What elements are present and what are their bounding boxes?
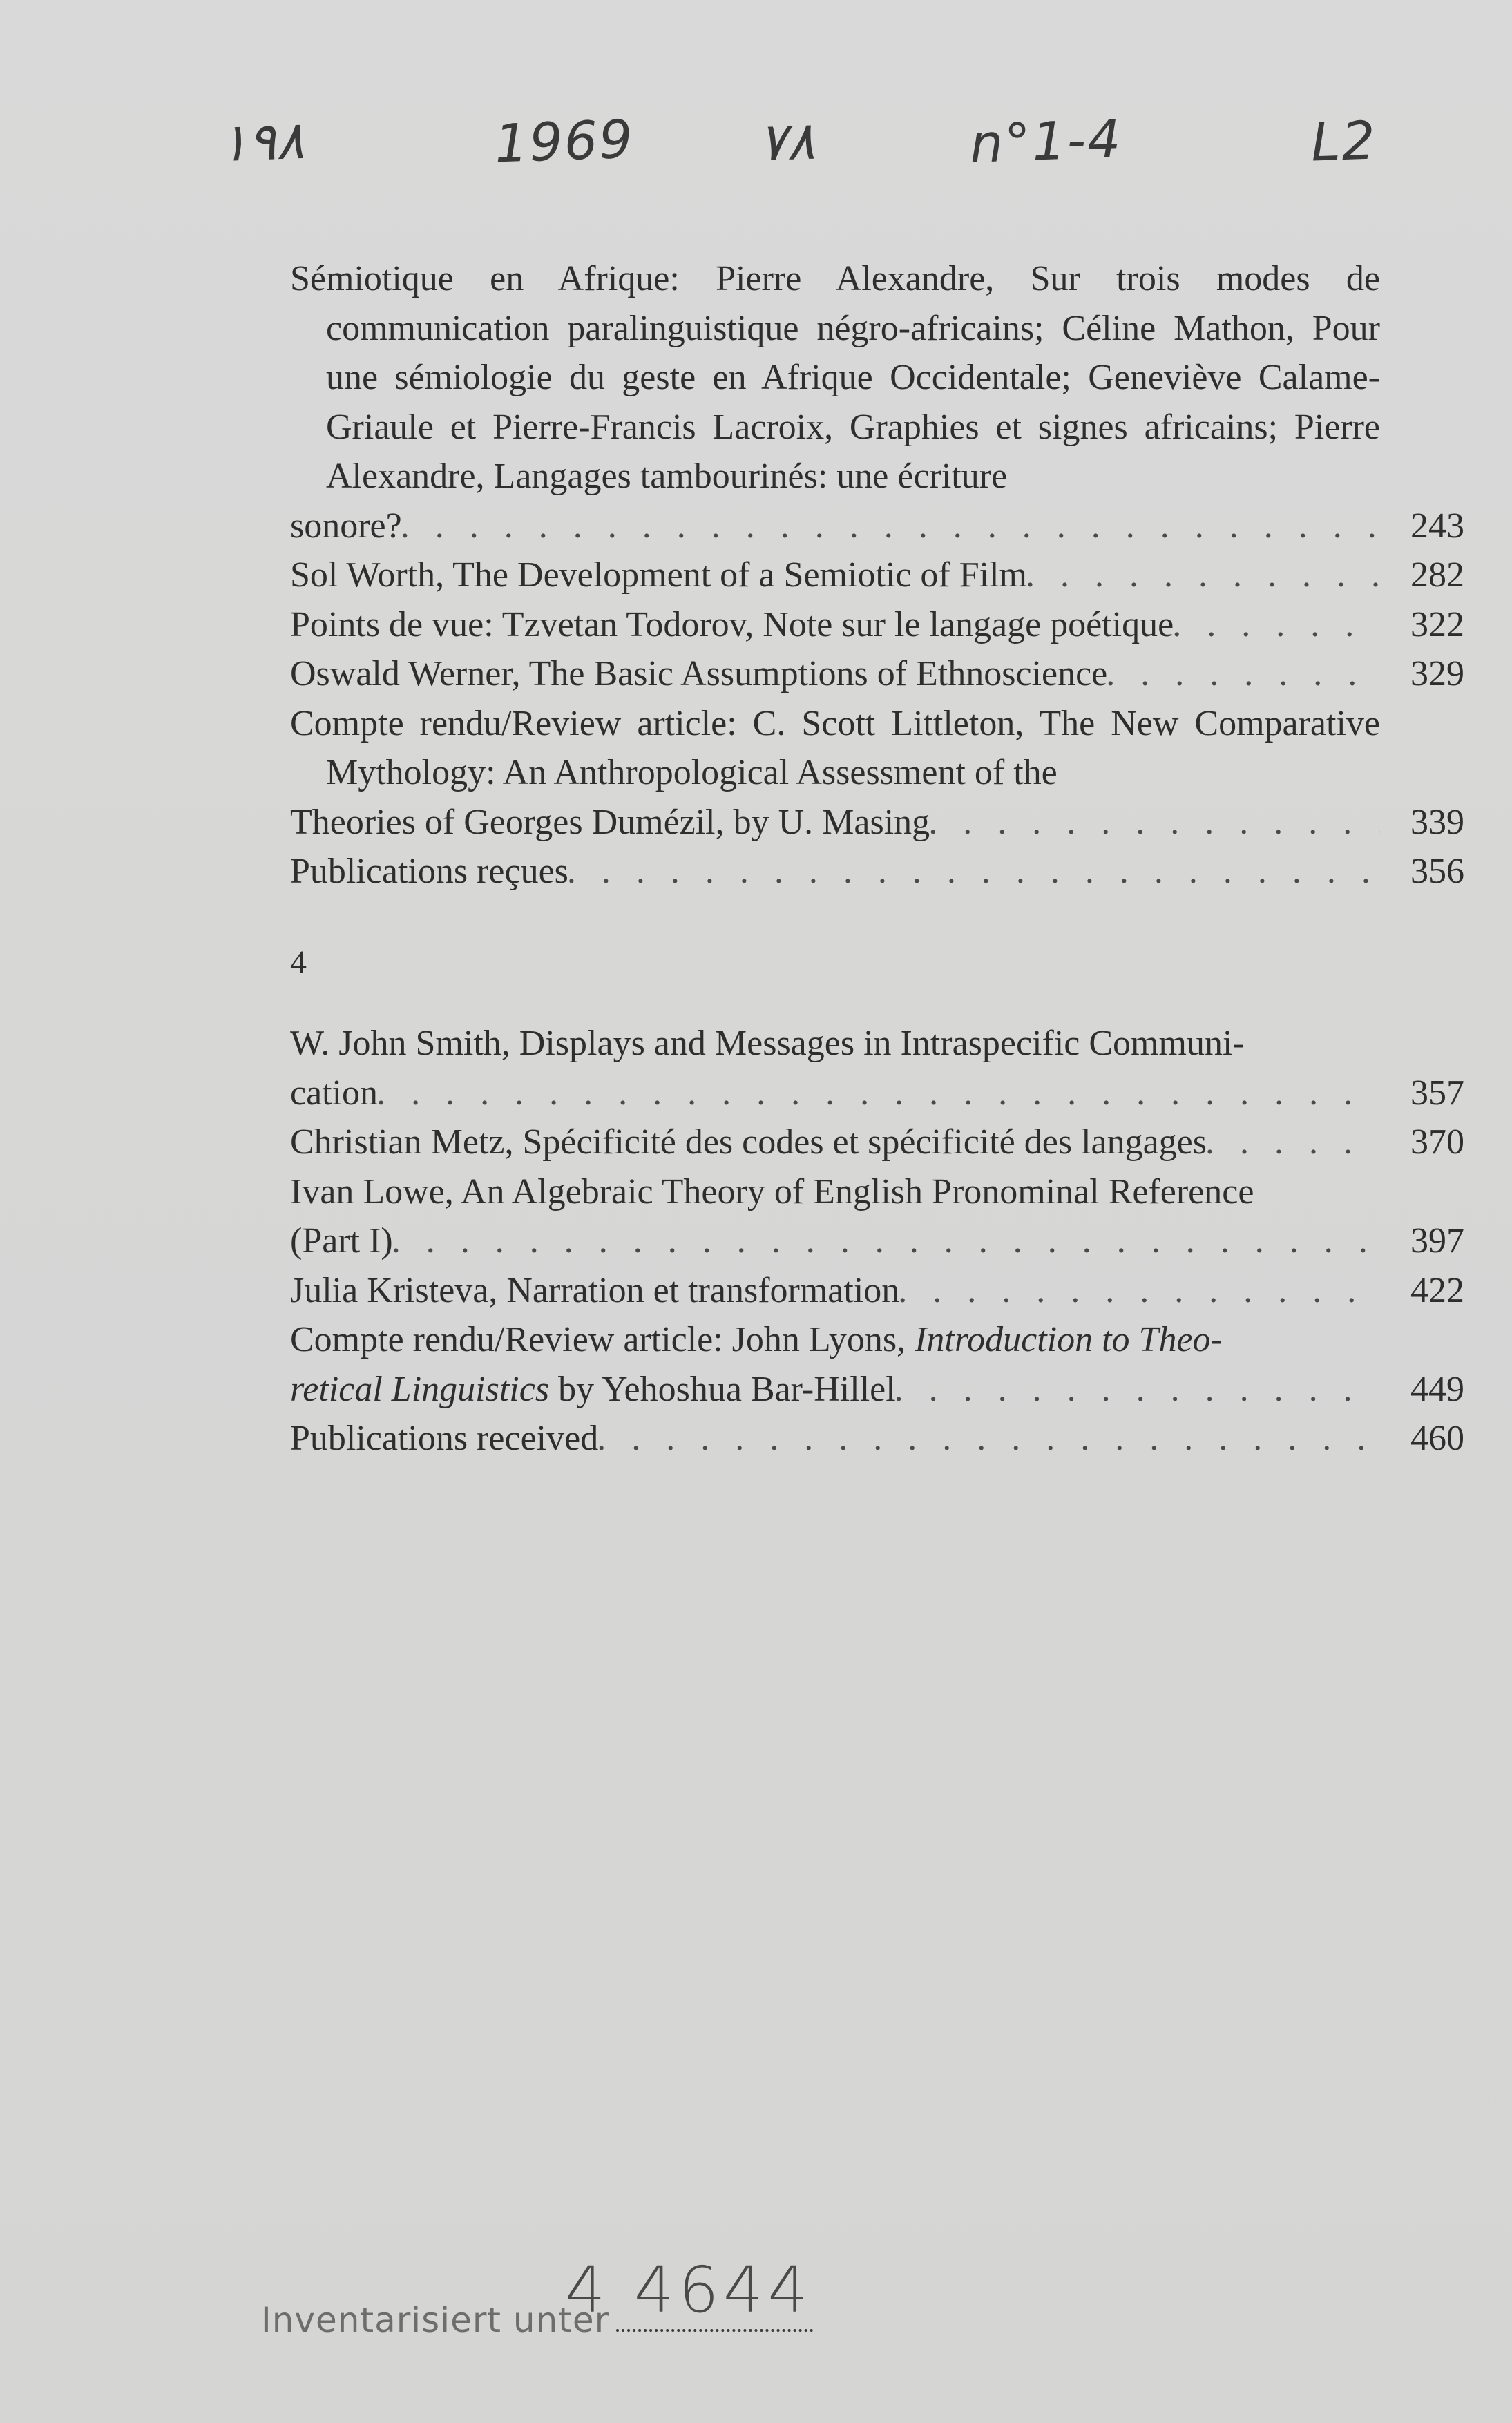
handwritten-mark-c: ٧٨ — [757, 109, 816, 173]
entry-text: cation — [290, 1073, 379, 1113]
handwritten-mark-a: ١٩٨ — [218, 108, 305, 174]
toc-entry-lyons-review — [290, 1315, 1464, 1414]
entry-text: Julia Kristeva, Narration et transformation — [290, 1270, 900, 1310]
toc-entry-smith — [290, 1019, 1464, 1118]
toc-entry — [290, 600, 1464, 650]
dot-leader — [402, 501, 1380, 551]
handwritten-issue: n°1-4 — [968, 108, 1123, 175]
page-number: 460 — [1410, 1419, 1464, 1458]
page-number: 339 — [1410, 802, 1464, 842]
page-number: 356 — [1410, 852, 1464, 891]
toc-entry — [290, 550, 1464, 600]
page-number: 370 — [1410, 1122, 1464, 1162]
page-number: 329 — [1410, 654, 1464, 693]
page-number: 322 — [1410, 604, 1464, 644]
entry-text: Theories of Georges Dumézil, by U. Masing — [290, 802, 930, 842]
dot-leader — [930, 798, 1380, 847]
toc-section-3 — [290, 254, 1464, 897]
toc-entry-metz — [290, 1118, 1464, 1167]
inventory-number: 4 4644 — [565, 2253, 812, 2327]
entry-text: Ivan Lowe, An Algebraic Theory of English Pronominal Reference — [290, 1171, 1254, 1212]
dot-leader — [378, 1069, 1380, 1118]
entry-text: (Part I) — [290, 1221, 393, 1261]
table-of-contents — [290, 254, 1464, 1464]
book-title-cont: retical Linguistics — [290, 1369, 550, 1409]
toc-section-4 — [290, 1019, 1464, 1464]
dot-leader — [1207, 1118, 1380, 1167]
dot-leader — [1107, 649, 1380, 699]
book-title: Introduction to Theo- — [915, 1320, 1223, 1359]
entry-text: Points de vue: Tzvetan Todorov, Note sur le langage poétique — [290, 604, 1174, 644]
page-number: 449 — [1410, 1369, 1464, 1409]
toc-entry-publications-received — [290, 1414, 1464, 1464]
entry-text: Compte rendu/Review article: C. Scott Littleton, The New Comparative Mythology: An Anthropological Assessment of the — [290, 703, 1380, 792]
page-number: 397 — [1410, 1221, 1464, 1261]
handwritten-shelf: L2 — [1310, 109, 1378, 173]
entry-text: Sol Worth, The Development of a Semiotic of Film — [290, 555, 1027, 595]
page-number: 357 — [1410, 1073, 1464, 1113]
dot-leader — [1027, 550, 1380, 600]
entry-text: Publications reçues — [290, 852, 568, 891]
page-number: 243 — [1410, 506, 1464, 546]
entry-text: Oswald Werner, The Basic Assumptions of Ethnoscience — [290, 654, 1108, 693]
dot-leader — [899, 1266, 1380, 1316]
dot-leader — [568, 847, 1380, 897]
entry-text: Sémiotique en Afrique: Pierre Alexandre, Sur trois modes de communication paralinguistique négro-africains; Céline Mathon, Pour une sémiologie du geste en Afrique Occidentale; Geneviève Calame-Griaule et Pierre-Francis Lacroix, Graphies et signes africains; Pierre Alexandre, Langages tambourinés: une écriture — [290, 259, 1380, 496]
toc-entry — [290, 847, 1464, 897]
handwritten-year: 1969 — [493, 108, 635, 175]
toc-entry — [290, 699, 1464, 847]
page-number: 282 — [1410, 555, 1464, 595]
toc-entry-kristeva — [290, 1266, 1464, 1316]
dot-leader — [896, 1365, 1380, 1415]
dot-leader — [393, 1216, 1380, 1266]
dot-leader — [598, 1414, 1380, 1464]
dot-leader — [1174, 600, 1380, 650]
page-number: 422 — [1410, 1270, 1464, 1310]
stamp-label: Inventarisiert unter — [261, 2300, 610, 2340]
toc-entry — [290, 649, 1464, 699]
toc-entry — [290, 254, 1464, 550]
toc-entry-lowe — [290, 1167, 1464, 1266]
section-number: 4 — [290, 944, 307, 981]
entry-text: by Yehoshua Bar-Hillel — [549, 1369, 896, 1409]
entry-text: W. John Smith, Displays and Messages in Intraspecific Communi- — [290, 1024, 1245, 1063]
entry-text: Publications received — [290, 1419, 599, 1458]
entry-text: Christian Metz, Spécificité des codes et spécificité des langages — [290, 1122, 1207, 1162]
entry-text: Compte rendu/Review article: John Lyons, — [290, 1320, 915, 1359]
entry-text: sonore? — [290, 506, 402, 546]
